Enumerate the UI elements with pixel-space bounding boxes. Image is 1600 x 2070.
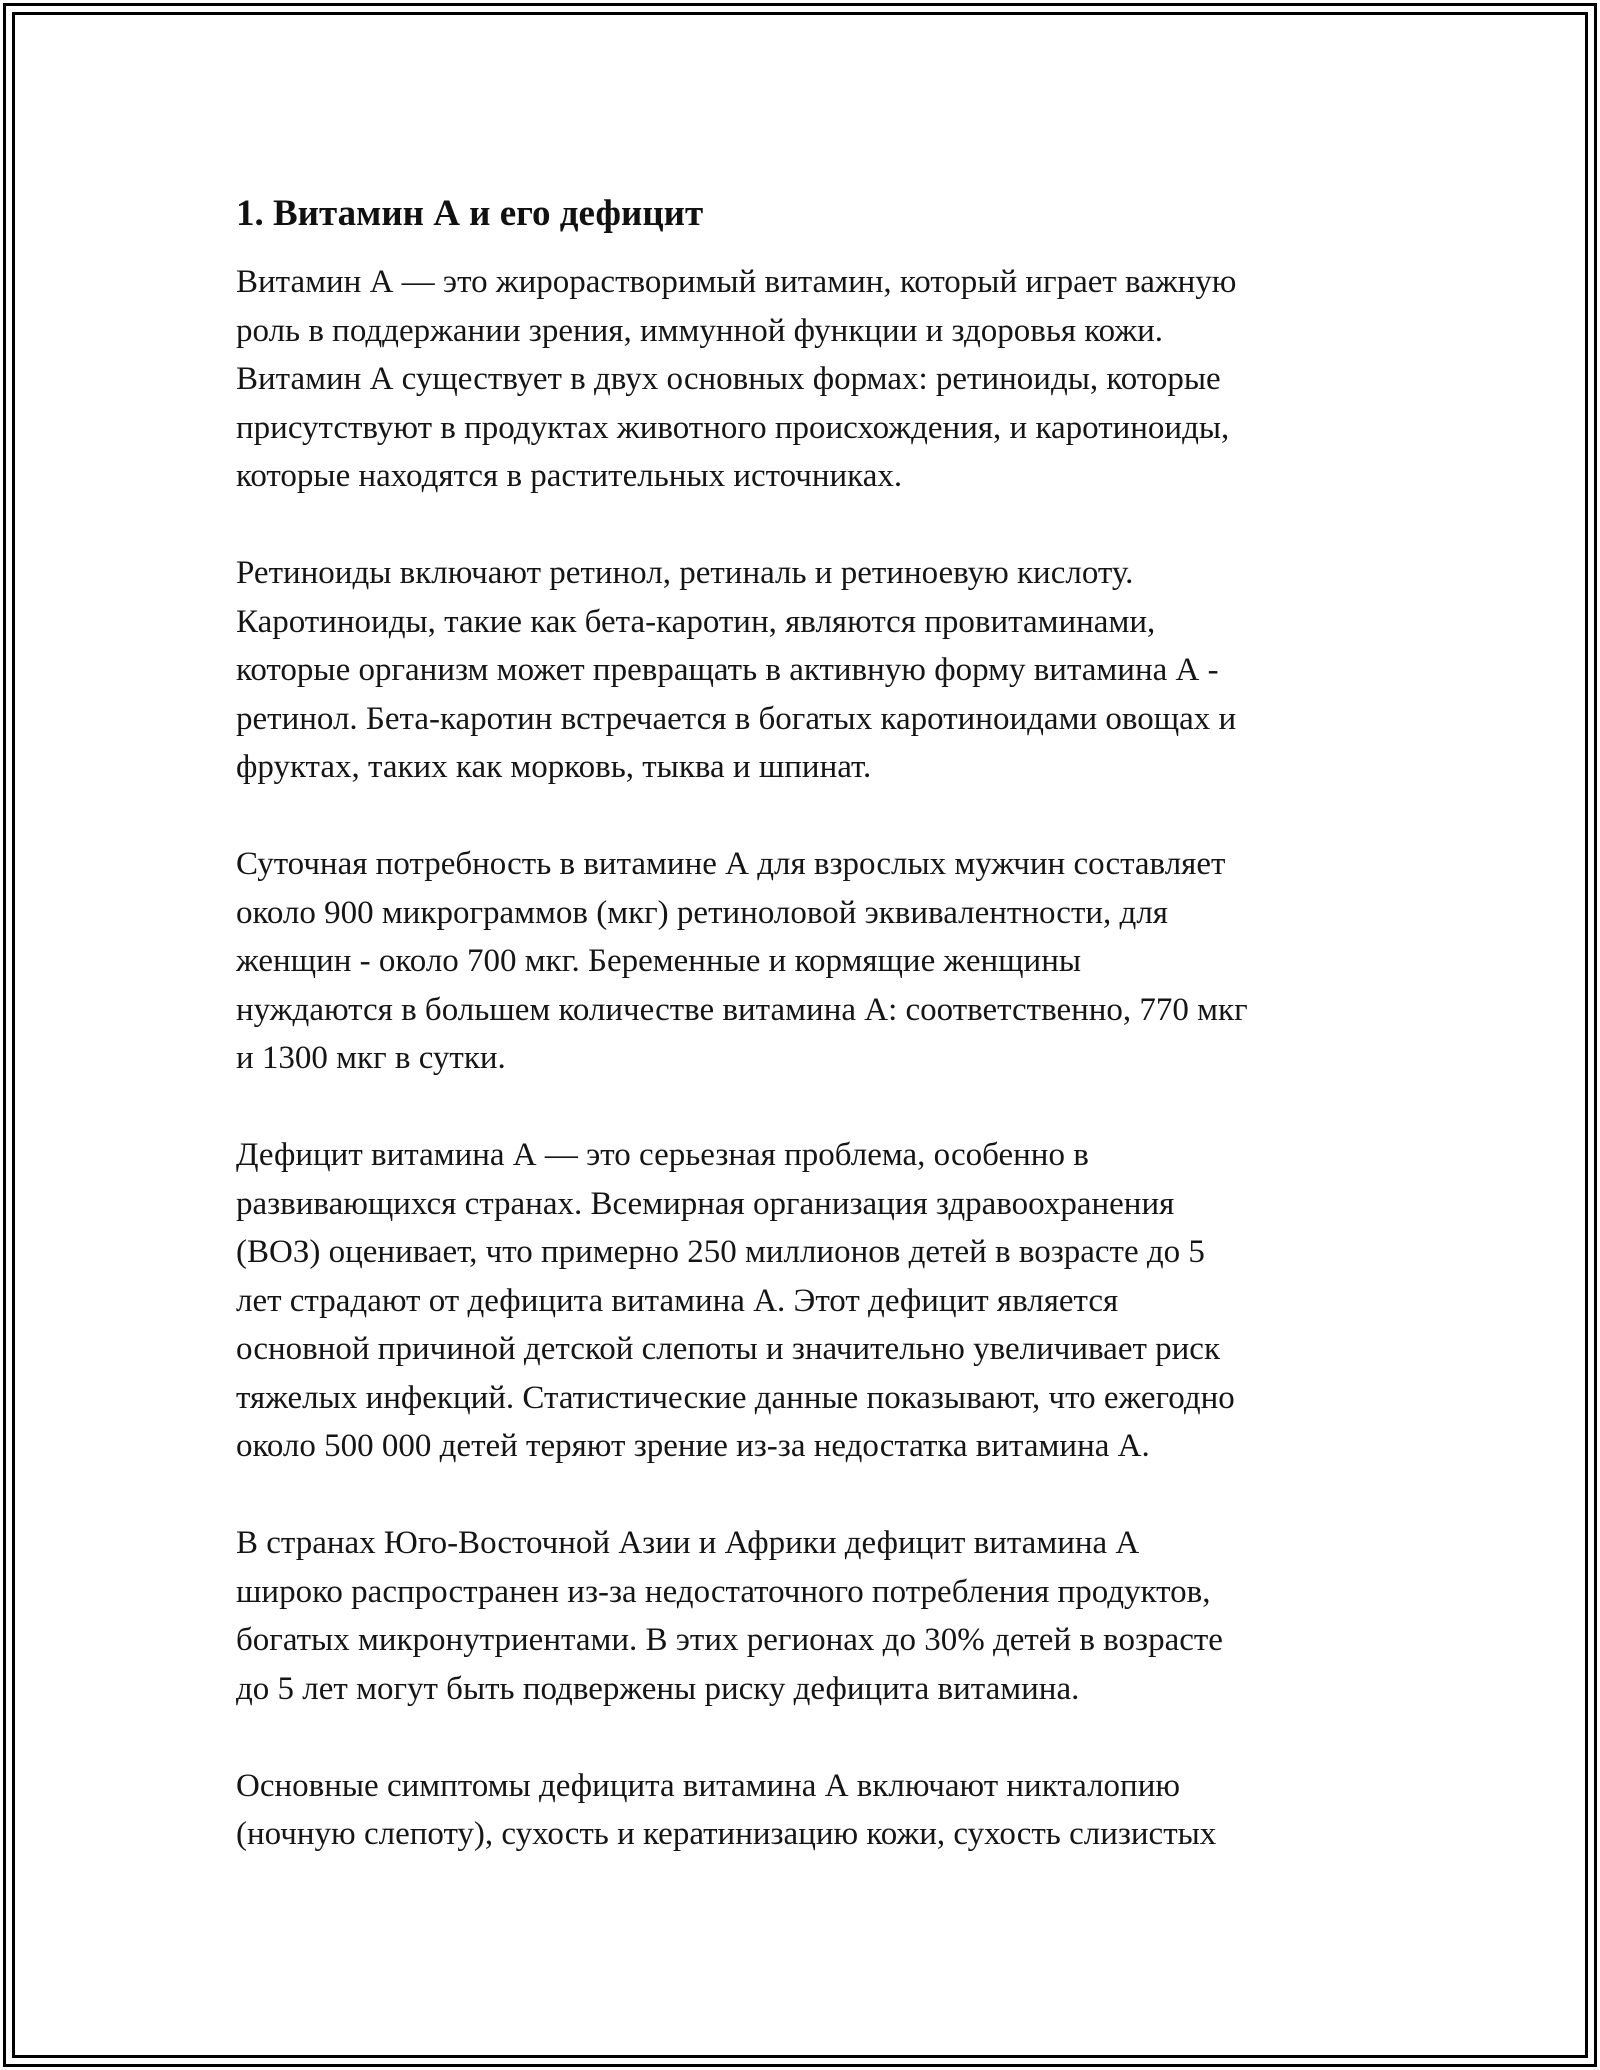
- document-body: [236, 186, 1366, 1859]
- paragraph-retinoids: Ретиноиды включают ретинол, ретиналь и ретиноевую кислоту. Каротиноиды, такие как бета-каротин, являются провитаминами, которые организм может превращать в активную форму витамина А - ретинол. Бета-каротин встречается в богатых каротиноидами овощах и фруктах, таких как морковь, тыква и шпинат.: [236, 555, 1237, 785]
- paragraph-daily-requirement: Суточная потребность в витамине А для взрослых мужчин составляет около 900 микрограммов (мкг) ретиноловой эквивалентности, для женщин - около 700 мкг. Беременные и кормящие женщины нуждаются в большем количестве витамина А: соответственно, 770 мкг и 1300 мкг в сутки.: [236, 846, 1248, 1076]
- paragraph-deficiency: Дефицит витамина А — это серьезная проблема, особенно в развивающихся странах. Всемирная организация здравоохранения (ВОЗ) оценивает, что примерно 250 миллионов детей в возрасте до 5 лет страдают от дефицита витамина А. Этот дефицит является основной причиной детской слепоты и значительно увеличивает риск тяжелых инфекций. Статистические данные показывают, что ежегодно около 500 000 детей теряют зрение из-за недостатка витамина А.: [236, 1137, 1235, 1464]
- paragraph-symptoms: Основные симптомы дефицита витамина А включают никталопию (ночную слепоту), сухость и кератинизацию кожи, сухость слизистых: [236, 1767, 1217, 1852]
- paragraph-regions: В странах Юго-Восточной Азии и Африки дефицит витамина А широко распространен из-за недостаточного потребления продуктов, богатых микронутриентами. В этих регионах до 30% детей в возрасте до 5 лет могут быть подвержены риску дефицита витамина.: [236, 1525, 1223, 1707]
- section-heading: 1. Витамин А и его дефицит: [236, 193, 704, 234]
- paragraph-intro: Витамин А — это жирорастворимый витамин, который играет важную роль в поддержании зрения, иммунной функции и здоровья кожи. Витамин А существует в двух основных формах: ретиноиды, которые присутствуют в продуктах животного происхождения, и каротиноиды, которые находятся в растительных источниках.: [236, 264, 1237, 494]
